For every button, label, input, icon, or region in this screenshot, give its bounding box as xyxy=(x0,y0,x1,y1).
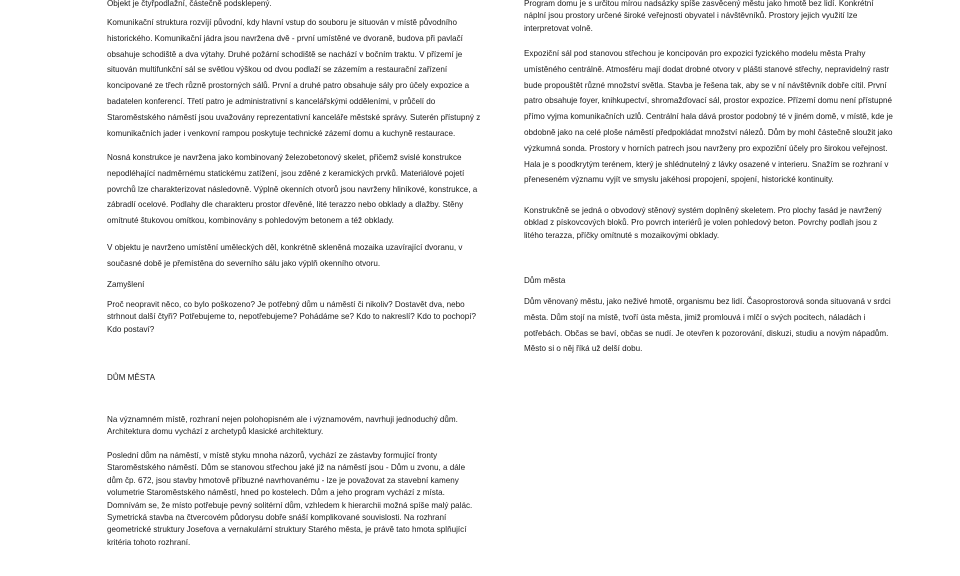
exposition-paragraph: Expoziční sál pod stanovou střechou je koncipován pro expozici fyzického modelu města Prahy umístěného centrálně. Atmosféru mají dodat drobné otvory v plášti stanové střechy, nepravidelný rastr bude propouštět různé množství světla. Stavba je řešena tak, aby se v ní návštěvník dobře cítil. První patro obsahuje foyer, knihkupectví, shromažďovací sál, prostor expozice. Přízemí domu není přístupné přímo vyjma komunikačních uzlů. Centrální hala dává prostor podobný té v jiném domě, v místě, kde je obdobně jako na celé ploše náměstí předpokládat množství nálezů. Dům by mohl částečně sloužit jako výzkumná sonda. Prostory v horních patrech jsou navrženy pro expoziční účely pro širokou veřejnost. Hala je s poodkrytým terénem, který je shlédnutelný z lávky osazené v interieru. Snažím se rozhraní v přeneseném významu vyjít ve smyslu jakéhosi propojení, spojení, historické kontinuity. xyxy=(524,49,893,185)
right-construction-paragraph: Konstrukčně se jedná o obvodový stěnový systém doplněný skeletem. Pro plochy fasád je navržený obklad z pískovcových bloků. Pro povrch interiérů je volen pohledový beton. Povrchy podlah jsou z litého terazza, příčky omítnuté s mozaikovými obklady. xyxy=(524,206,882,240)
zamysleni-title: Zamyšlení xyxy=(107,280,145,289)
zamysleni-paragraph: Proč neopravit něco, co bylo poškozeno? Je potřebný dům u náměstí či nikoliv? Dostavět dva, nebo strhnout další čtyři? Potřebujeme to, nepotřebujeme? Pohádáme se? Kdo to nakreslí? Kdo to pochopí? Kdo postaví? xyxy=(107,300,476,334)
dum-mesta-body-paragraph: Poslední dům na náměstí, v místě styku mnoha názorů, vychází ze zástavby formující fronty Staroměstského náměstí. Dům se stanovou střechou jaké již na náměstí jsou - Dům u zvonu, a dále dům čp. 672, jsou stavby hmotově příbuzné navrhovanému - lze je považovat za stavební kameny volumetrie Staroměstského náměstí, hned po kostelech. Dům a jeho program vychází z místa. Domnívám se, že místo potřebuje pevný solitérní dům, vzhledem k hierarchii možná spíše malý palác. Symetrická stavba na čtvercovém půdorysu dobře snáší komplikované souvislosti. Na rozhraní geometrické struktury Josefova a vernakulární struktury Starého města, je právě tato hmota splňující kritéria tohoto rozhraní. xyxy=(107,451,473,547)
dum-mesta-heading: DŮM MĚSTA xyxy=(107,373,155,382)
art-paragraph: V objektu je navrženo umístění uměleckých děl, konkrétně skleněná mozaika uzavírající dvoranu, v současné době je přemístěna do severního sálu jako výplň okenního otvoru. xyxy=(107,243,463,268)
dum-mesta-paragraph: Dům věnovaný městu, jako neživé hmotě, organismu bez lidí. Časoprostorová sonda situovaná v srdci města. Dům stojí na místě, tvoří ústa města, jimiž promlouvá i mlčí o svých pocitech, náladách i potřebách. Občas se baví, občas se nudí. Je otevřen k pozorování, diskuzi, studiu a novým nápadům. Město si o něj říká už delší dobu. xyxy=(524,297,891,354)
intro-paragraph: Objekt je čtyřpodlažní, částečně podsklepený. xyxy=(107,0,272,8)
dum-mesta-title: Dům města xyxy=(524,276,566,285)
program-paragraph: Program domu je s určitou mírou nadsázky spíše zasvěcený městu jako hmotě bez lidí. Konkrétní náplní jsou prostory určené široké veřejnosti obyvatel i návštěvníků. Prostory jejich využití lze interpretovat volně. xyxy=(524,0,874,33)
structure-paragraph: Komunikační struktura rozvíjí původní, kdy hlavní vstup do souboru je situován v místě původního historického. Komunikační jádra jsou navržena dvě - první umístěné ve dvoraně, budova při pavlačí obsahuje schodiště a dva výtahy. Druhé požární schodiště se nachází v bočním traktu. V přízemí je situován multifunkční sál se světlou výškou od dvou podlaží se zázemím a restaurační zařízení koncipované ze třech různě prostorných sálů. První a druhé patro obsahuje sály pro účely expozice a badatelen konferencí. Třetí patro je administrativní s kancelářskými odděleními, v průčelí do Staroměstského náměstí jsou uvažovány reprezentativní kanceláře městské správy. Suterén přístupný z komunikačních jader i venkovní rampou poskytuje technické zázemí domu a kuchyně restaurace. xyxy=(107,18,481,138)
construction-paragraph: Nosná konstrukce je navržena jako kombinovaný železobetonový skelet, přičemž svislé konstrukce nepodléhající nadměrnému statickému zatížení, jsou zděné z keramických prvků. Materiálové pojetí povrchů lze charakterizovat následovně. Výplně okenních otvorů jsou navrženy hliníkové, konstrukce, a zábradlí ocelové. Podlahy dle charakteru prostor dřevěné, lité terazzo nebo obklady a dlažby. Stěny omítnuté štukovou omítkou, kombinovány s pohledovým betonem a též obklady. xyxy=(107,153,478,226)
dum-mesta-intro-paragraph: Na významném místě, rozhraní nejen polohopisném ale i významovém, navrhuji jednoduchý dům. Architektura domu vychází z archetypů klasické architektury. xyxy=(107,415,458,437)
